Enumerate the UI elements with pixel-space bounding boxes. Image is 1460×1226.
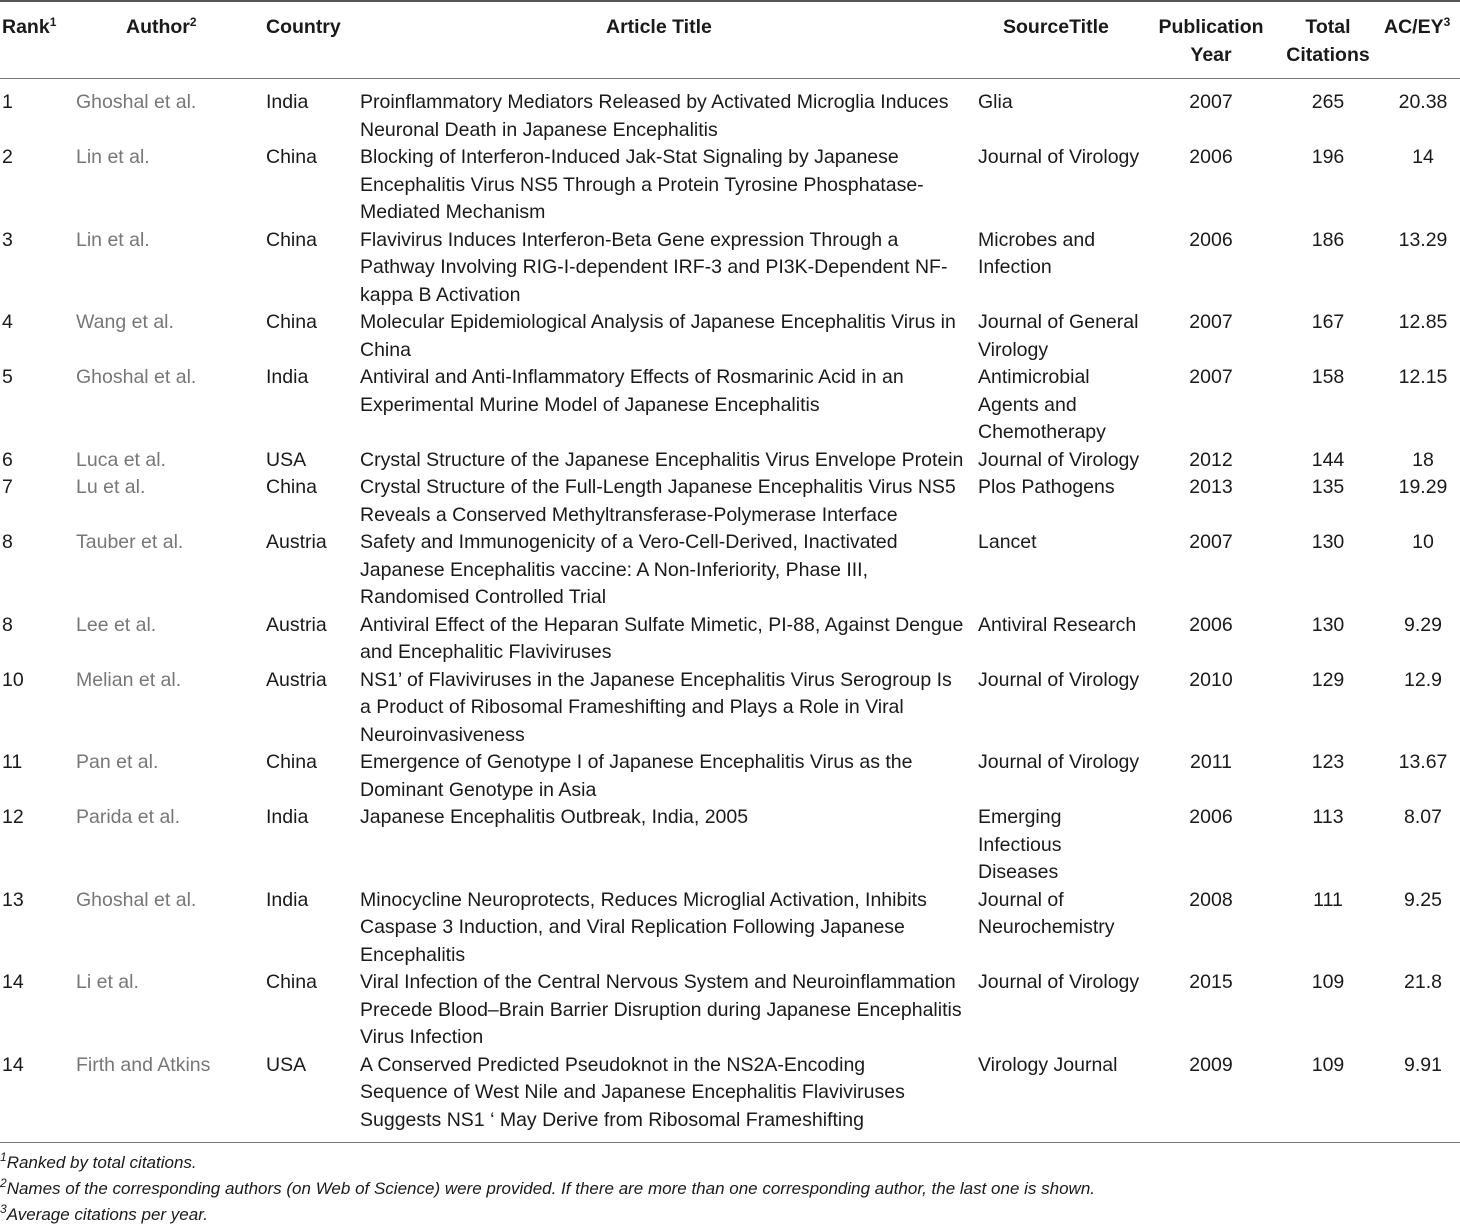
cell-author: Pan et al. xyxy=(76,751,159,773)
cell-country: India xyxy=(266,366,309,388)
footnote-3: $^3$Average citations per year. xyxy=(0,1202,208,1224)
cell-article-title-line: Blocking of Interferon-Induced Jak-Stat Signaling by Japanese xyxy=(360,146,899,168)
cell-source-title-line: Infection xyxy=(978,256,1052,278)
cell-source-title-line: Microbes and xyxy=(978,228,1096,251)
cell-article-title-line: Virus Infection xyxy=(360,1026,484,1048)
cell-source-title-line: Infectious xyxy=(978,833,1062,856)
cell-article-title-line: Emergence of Genotype I of Japanese Encephalitis Virus as the xyxy=(360,751,913,773)
cell-source-title xyxy=(978,667,1139,695)
cell-article-title xyxy=(360,447,963,475)
cell-article-title xyxy=(360,89,949,144)
cell-article-title xyxy=(360,227,947,310)
header-article-title: Article Title xyxy=(606,16,712,38)
cell-article-title-line: Crystal Structure of the Japanese Encephalitis Virus Envelope Protein xyxy=(360,448,964,471)
cell-rank: 4 xyxy=(2,311,13,333)
cell-source-title xyxy=(978,227,1095,282)
cell-publication-year: 2010 xyxy=(1189,668,1233,691)
cell-author: Melian et al. xyxy=(76,668,182,691)
cell-article-title-line: Japanese Encephalitis vaccine: A Non-Inferiority, Phase III, xyxy=(360,558,868,581)
cell-ac-ey: 21.8 xyxy=(1404,971,1442,993)
cell-article-title-line: Crystal Structure of the Full-Length Japanese Encephalitis Virus NS5 xyxy=(360,476,956,498)
cell-article-title-line: Neuroinvasiveness xyxy=(360,723,525,746)
cell-ac-ey: 12.9 xyxy=(1404,668,1442,691)
cell-source-title xyxy=(978,887,1115,942)
cell-source-title-line: Agents and xyxy=(978,393,1077,416)
cell-ac-ey: 9.29 xyxy=(1404,613,1442,636)
cell-rank: 6 xyxy=(2,448,13,471)
cell-source-title-line: Antimicrobial xyxy=(978,366,1090,388)
cell-rank: 8 xyxy=(2,613,13,636)
cell-total-citations: 186 xyxy=(1311,228,1345,251)
cell-publication-year: 2006 xyxy=(1189,146,1233,168)
cell-publication-year: 2007 xyxy=(1189,311,1233,333)
header-rule xyxy=(0,78,1460,79)
table-bottom-rule xyxy=(0,1142,1460,1143)
cell-article-title-line: Encephalitis Virus NS5 Through a Protein Tyrosine Phosphatase- xyxy=(360,173,924,196)
cell-source-title xyxy=(978,474,1115,502)
cell-article-title xyxy=(360,749,912,804)
cell-country: Austria xyxy=(266,668,327,691)
footnote-1: $^1$Ranked by total citations. xyxy=(0,1150,197,1172)
cell-source-title-line: Plos Pathogens xyxy=(978,476,1115,498)
cell-publication-year: 2009 xyxy=(1189,1053,1233,1076)
cell-source-title xyxy=(978,969,1139,997)
cell-article-title-line: NS1’ of Flaviviruses in the Japanese Encephalitis Virus Serogroup Is xyxy=(360,668,952,691)
cell-source-title xyxy=(978,804,1061,887)
cell-article-title-line: Japanese Encephalitis Outbreak, India, 2005 xyxy=(360,806,749,828)
cell-ac-ey: 9.25 xyxy=(1404,888,1442,911)
header-total-citations: Total Citations xyxy=(1286,16,1370,66)
cell-publication-year: 2012 xyxy=(1189,448,1233,471)
cell-total-citations: 265 xyxy=(1311,91,1345,113)
cell-total-citations: 167 xyxy=(1311,311,1345,333)
cell-article-title-line: Antiviral Effect of the Heparan Sulfate Mimetic, PI-88, Against Dengue xyxy=(360,613,964,636)
cell-article-title xyxy=(360,667,952,750)
cell-total-citations: 109 xyxy=(1311,971,1345,993)
header-source-title: SourceTitle xyxy=(1003,16,1109,38)
cell-publication-year: 2015 xyxy=(1189,971,1233,993)
cell-author: Lu et al. xyxy=(76,476,146,498)
cell-article-title-line: and Encephalitic Flaviviruses xyxy=(360,641,612,663)
cell-source-title-line: Virology xyxy=(978,338,1049,361)
cell-rank: 14 xyxy=(2,1053,24,1076)
cell-publication-year: 2007 xyxy=(1189,366,1233,388)
cell-article-title-line: a Product of Ribosomal Frameshifting and Plays a Role in Viral xyxy=(360,696,904,718)
cell-publication-year: 2007 xyxy=(1189,91,1233,113)
cell-country: China xyxy=(266,751,317,773)
cell-article-title xyxy=(360,887,927,970)
cell-source-title xyxy=(978,144,1139,172)
cell-country: China xyxy=(266,228,317,251)
cell-article-title xyxy=(360,309,956,364)
cell-source-title-line: Diseases xyxy=(978,861,1059,883)
cell-article-title-line: Viral Infection of the Central Nervous System and Neuroinflammation xyxy=(360,971,956,993)
cell-source-title-line: Journal of Virology xyxy=(978,448,1140,471)
cell-source-title-line: Antiviral Research xyxy=(978,613,1137,636)
cell-author: Lin et al. xyxy=(76,146,150,168)
cell-source-title-line: Journal of xyxy=(978,888,1064,911)
cell-article-title xyxy=(360,144,924,227)
header-author: Author$^2$ xyxy=(126,15,197,38)
cell-rank: 1 xyxy=(2,91,13,113)
cell-total-citations: 113 xyxy=(1312,806,1344,828)
cell-publication-year: 2013 xyxy=(1189,476,1233,498)
cell-article-title xyxy=(360,804,748,832)
cell-article-title xyxy=(360,364,904,419)
cell-ac-ey: 19.29 xyxy=(1398,476,1448,498)
cell-article-title xyxy=(360,612,963,667)
cell-author: Ghoshal et al. xyxy=(76,91,197,113)
cell-article-title-line: Antiviral and Anti-Inflammatory Effects of Rosmarinic Acid in an xyxy=(360,366,904,388)
cell-article-title-line: Molecular Epidemiological Analysis of Japanese Encephalitis Virus in xyxy=(360,311,956,333)
cell-country: China xyxy=(266,311,317,333)
cell-rank: 5 xyxy=(2,366,13,388)
cell-total-citations: 111 xyxy=(1313,888,1343,911)
cell-article-title xyxy=(360,1052,905,1135)
cell-source-title-line: Journal of General xyxy=(978,311,1139,333)
cell-article-title-line: China xyxy=(360,338,411,361)
cell-rank: 10 xyxy=(2,668,24,691)
cell-author: Firth and Atkins xyxy=(76,1053,211,1076)
cell-article-title-line: Precede Blood–Brain Barrier Disruption during Japanese Encephalitis xyxy=(360,998,962,1021)
cell-article-title-line: A Conserved Predicted Pseudoknot in the NS2A-Encoding xyxy=(360,1053,866,1076)
cell-country: Austria xyxy=(266,531,327,553)
cell-total-citations: 135 xyxy=(1311,476,1345,498)
table-top-rule xyxy=(0,0,1460,2)
cell-source-title-line: Glia xyxy=(978,91,1013,113)
cell-country: USA xyxy=(266,448,307,471)
cell-total-citations: 130 xyxy=(1311,613,1345,636)
cell-country: China xyxy=(266,476,317,498)
cell-article-title-line: Experimental Murine Model of Japanese Encephalitis xyxy=(360,393,820,416)
cell-publication-year: 2008 xyxy=(1189,888,1233,911)
cell-article-title-line: Safety and Immunogenicity of a Vero-Cell-Derived, Inactivated xyxy=(360,531,898,553)
cell-ac-ey: 12.15 xyxy=(1398,366,1448,388)
cell-publication-year: 2006 xyxy=(1189,613,1233,636)
cell-article-title-line: Sequence of West Nile and Japanese Encephalitis Flaviviruses xyxy=(360,1081,905,1103)
cell-author: Ghoshal et al. xyxy=(76,366,197,388)
cell-total-citations: 130 xyxy=(1311,531,1345,553)
cell-country: India xyxy=(266,91,309,113)
cell-article-title-line: Pathway Involving RIG-I-dependent IRF-3 and PI3K-Dependent NF- xyxy=(360,256,948,278)
cell-ac-ey: 20.38 xyxy=(1398,91,1448,113)
cell-ac-ey: 14 xyxy=(1412,146,1434,168)
cell-source-title xyxy=(978,749,1139,777)
cell-author: Luca et al. xyxy=(76,448,166,471)
cell-article-title-line: Reveals a Conserved Methyltransferase-Polymerase Interface xyxy=(360,503,898,526)
cell-source-title-line: Journal of Virology xyxy=(978,146,1140,168)
cell-source-title xyxy=(978,309,1138,364)
header-publication-year: Publication Year xyxy=(1158,16,1264,66)
cell-country: Austria xyxy=(266,613,327,636)
header-ac-ey: $AC/EY^3$ xyxy=(1384,15,1451,38)
cell-article-title-line: kappa B Activation xyxy=(360,283,521,306)
cell-article-title-line: Minocycline Neuroprotects, Reduces Microglial Activation, Inhibits xyxy=(360,888,927,911)
cell-author: Li et al. xyxy=(76,971,139,993)
cell-total-citations: 144 xyxy=(1311,448,1345,471)
cell-article-title-line: Caspase 3 Induction, and Viral Replication Following Japanese xyxy=(360,916,905,938)
cell-article-title xyxy=(360,969,962,1052)
cell-article-title-line: Suggests NS1 ‘ May Derive from Ribosomal Frameshifting xyxy=(360,1108,864,1131)
cell-source-title-line: Journal of Virology xyxy=(978,751,1140,773)
cell-ac-ey: 9.91 xyxy=(1404,1053,1442,1076)
cell-ac-ey: 8.07 xyxy=(1404,806,1442,828)
cell-total-citations: 158 xyxy=(1311,366,1345,388)
cell-author: Parida et al. xyxy=(76,806,181,828)
cell-rank: 2 xyxy=(2,146,13,168)
cell-rank: 14 xyxy=(2,971,24,993)
cell-source-title-line: Emerging xyxy=(978,806,1062,828)
cell-total-citations: 109 xyxy=(1311,1053,1345,1076)
cell-country: China xyxy=(266,146,317,168)
cell-rank: 11 xyxy=(2,751,23,773)
cell-source-title xyxy=(978,612,1136,640)
cell-article-title xyxy=(360,474,956,529)
cell-ac-ey: 18 xyxy=(1412,448,1434,471)
cell-source-title xyxy=(978,89,1013,117)
cell-source-title-line: Neurochemistry xyxy=(978,916,1115,938)
cell-source-title-line: Journal of Virology xyxy=(978,668,1140,691)
cell-publication-year: 2007 xyxy=(1189,531,1233,553)
cell-article-title-line: Neuronal Death in Japanese Encephalitis xyxy=(360,118,718,141)
cell-rank: 13 xyxy=(2,888,24,911)
cell-total-citations: 123 xyxy=(1311,751,1345,773)
cell-ac-ey: 13.29 xyxy=(1398,228,1448,251)
header-country: Country xyxy=(266,16,341,38)
cell-source-title xyxy=(978,447,1139,475)
cell-article-title-line: Proinflammatory Mediators Released by Activated Microglia Induces xyxy=(360,91,949,113)
cell-author: Tauber et al. xyxy=(76,531,184,553)
cell-source-title xyxy=(978,364,1106,447)
cell-country: India xyxy=(266,806,309,828)
cell-source-title-line: Virology Journal xyxy=(978,1053,1118,1076)
cell-source-title-line: Chemotherapy xyxy=(978,421,1106,443)
cell-rank: 12 xyxy=(2,806,24,828)
cell-rank: 7 xyxy=(2,476,13,498)
cell-total-citations: 129 xyxy=(1311,668,1345,691)
cell-article-title-line: Dominant Genotype in Asia xyxy=(360,778,597,801)
cell-country: India xyxy=(266,888,309,911)
cell-article-title-line: Flavivirus Induces Interferon-Beta Gene expression Through a xyxy=(360,228,899,251)
cell-rank: 3 xyxy=(2,228,13,251)
cell-author: Lin et al. xyxy=(76,228,150,251)
header-rank: Rank$^1$ xyxy=(2,15,57,38)
cell-author: Ghoshal et al. xyxy=(76,888,197,911)
cell-article-title-line: Randomised Controlled Trial xyxy=(360,586,607,608)
cell-ac-ey: 12.85 xyxy=(1398,311,1448,333)
cell-article-title-line: Encephalitis xyxy=(360,943,466,966)
cell-ac-ey: 10 xyxy=(1412,531,1434,553)
cell-source-title-line: Lancet xyxy=(978,531,1037,553)
cell-publication-year: 2006 xyxy=(1189,806,1233,828)
cell-source-title xyxy=(978,529,1037,557)
cell-article-title xyxy=(360,529,898,612)
cell-author: Wang et al. xyxy=(76,311,174,333)
cell-source-title-line: Journal of Virology xyxy=(978,971,1140,993)
footnote-2: $^2$Names of the corresponding authors (on Web of Science) were provided. If there are more than one corresponding author, the last one is shown. xyxy=(0,1176,1095,1198)
cell-publication-year: 2006 xyxy=(1189,228,1233,251)
cell-article-title-line: Mediated Mechanism xyxy=(360,201,546,223)
cell-country: China xyxy=(266,971,317,993)
cell-source-title xyxy=(978,1052,1117,1080)
cell-ac-ey: 13.67 xyxy=(1398,751,1448,773)
cell-publication-year: 2011 xyxy=(1190,751,1232,773)
cell-rank: 8 xyxy=(2,531,13,553)
cell-total-citations: 196 xyxy=(1311,146,1345,168)
cell-country: USA xyxy=(266,1053,307,1076)
cell-author: Lee et al. xyxy=(76,613,157,636)
